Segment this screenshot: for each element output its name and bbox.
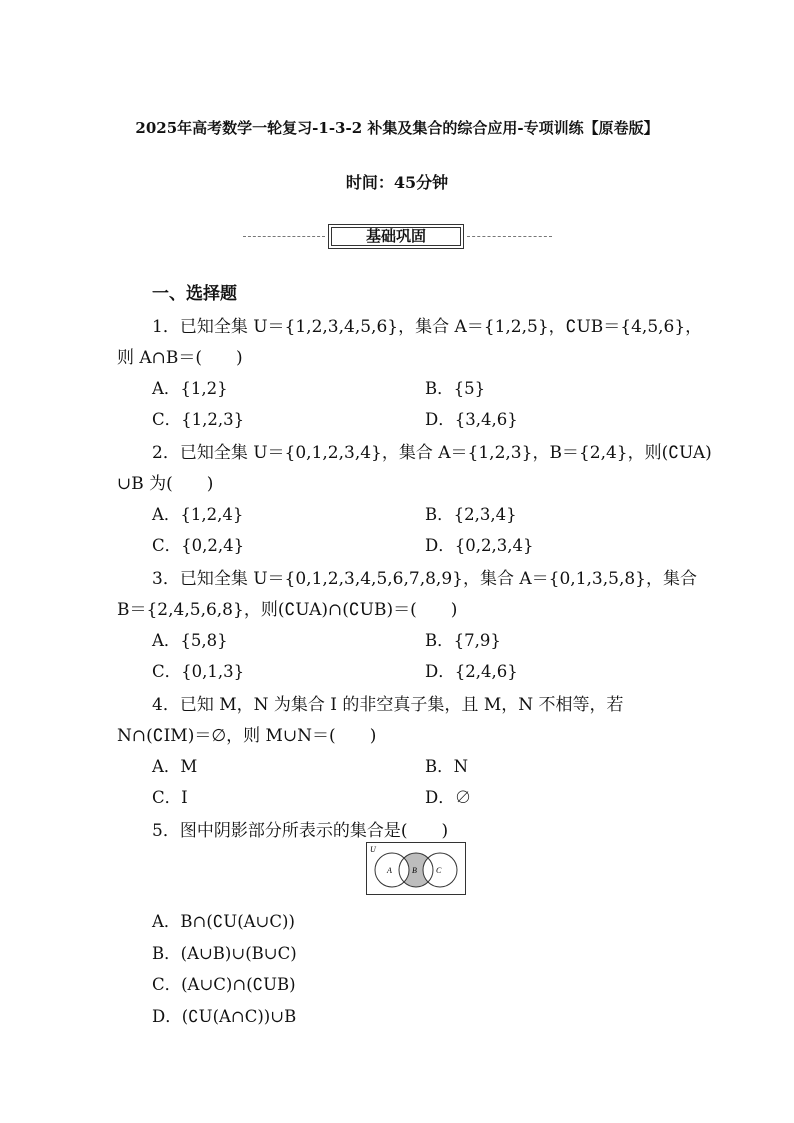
question-3-option-d: D．{2,4,6}: [425, 662, 518, 681]
question-5-option-c: C．(A∪C)∩(∁UB): [152, 975, 296, 994]
question-1-option-d: D．{3,4,6}: [425, 410, 518, 429]
venn-label-u: U: [370, 845, 376, 854]
question-1-option-c: C．{1,2,3}: [152, 410, 245, 429]
question-5-option-d: D．(∁U(A∩C))∪B: [152, 1007, 297, 1026]
banner-divider-left: [243, 236, 325, 237]
question-3-option-b: B．{7,9}: [425, 631, 501, 650]
banner-divider-right: [467, 236, 552, 237]
question-4-line-2: N∩(∁IM)＝∅，则 M∪N＝( ): [117, 726, 377, 746]
question-3-option-a: A．{5,8}: [152, 631, 228, 650]
page-title: 2025年高考数学一轮复习-1-3-2 补集及集合的综合应用-专项训练【原卷版】: [135, 119, 659, 137]
question-4-option-a: A．M: [152, 757, 198, 776]
question-1-option-b: B．{5}: [425, 379, 486, 398]
question-1-option-a: A．{1,2}: [152, 379, 228, 398]
question-3-line-2: B＝{2,4,5,6,8}，则(∁UA)∩(∁UB)＝( ): [117, 600, 458, 620]
venn-label-b: B: [412, 866, 417, 875]
venn-label-c: C: [436, 866, 442, 875]
question-2-option-d: D．{0,2,3,4}: [425, 536, 534, 555]
section-heading: 一、选择题: [152, 284, 237, 304]
question-4-line-1: 4．已知 M，N 为集合 I 的非空真子集，且 M，N 不相等，若: [152, 695, 624, 715]
section-banner: [328, 224, 464, 249]
question-5-line-1: 5．图中阴影部分所表示的集合是( ): [152, 821, 449, 841]
question-2-line-1: 2．已知全集 U＝{0,1,2,3,4}，集合 A＝{1,2,3}，B＝{2,4}，则(∁UA): [152, 443, 712, 463]
section-banner-label: 基础巩固: [331, 227, 461, 246]
question-2-line-2: ∪B 为( ): [117, 474, 214, 494]
question-1-line-1: 1．已知全集 U＝{1,2,3,4,5,6}，集合 A＝{1,2,5}，∁UB＝{4,5,6}，: [152, 317, 703, 337]
question-3-line-1: 3．已知全集 U＝{0,1,2,3,4,5,6,7,8,9}，集合 A＝{0,1,3,5,8}，集合: [152, 569, 697, 589]
question-4-option-b: B．N: [425, 757, 469, 776]
question-1-line-2: 则 A∩B＝( ): [117, 348, 243, 368]
question-2-option-a: A．{1,2,4}: [152, 505, 244, 524]
time-limit: 时间：45分钟: [345, 173, 449, 192]
venn-label-a: A: [387, 866, 392, 875]
question-3-option-c: C．{0,1,3}: [152, 662, 245, 681]
question-5-option-a: A．B∩(∁U(A∪C)): [152, 912, 295, 931]
question-2-option-c: C．{0,2,4}: [152, 536, 245, 555]
question-4-option-d: D．∅: [425, 788, 472, 807]
question-4-option-c: C．I: [152, 788, 188, 807]
question-2-option-b: B．{2,3,4}: [425, 505, 517, 524]
question-5-option-b: B．(A∪B)∪(B∪C): [152, 944, 297, 963]
venn-diagram: [366, 842, 466, 895]
